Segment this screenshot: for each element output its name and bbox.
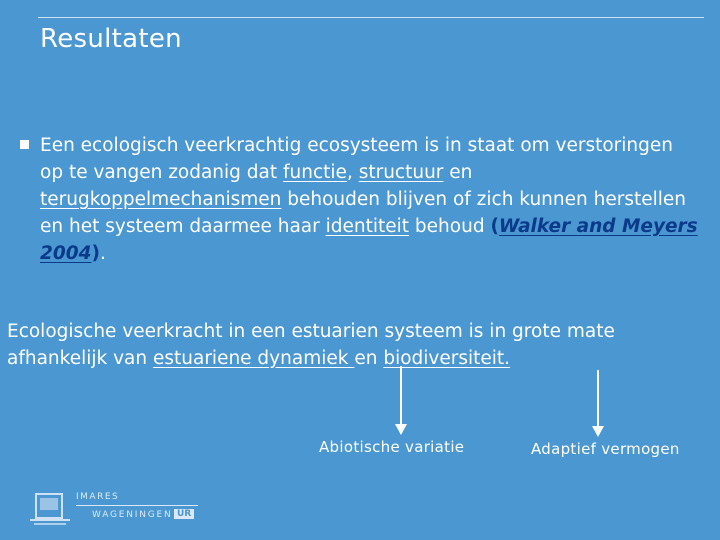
label-adaptief-vermogen: Adaptief vermogen — [531, 440, 680, 458]
slide-title: Resultaten — [40, 24, 182, 54]
arrow-to-abiotische-variatie — [393, 366, 409, 436]
logo-rule — [76, 505, 198, 506]
paragraph-text-part: en — [354, 348, 384, 369]
logo-emblem-icon — [26, 488, 76, 528]
bullet-separator: en — [443, 162, 473, 183]
paragraph-text-part: Ecologische veerkracht in een estuarien systeem is in grote mate afhankelijk van — [7, 321, 615, 369]
bullet-text-part: behouden blijven of zich kunnen herstellen en het systeem daarmee haar — [40, 189, 686, 237]
link-biodiversiteit[interactable]: biodiversiteit. — [383, 348, 511, 369]
logo-ur-badge: UR — [174, 509, 194, 519]
resilience-paragraph — [7, 318, 707, 372]
link-identiteit[interactable]: identiteit — [325, 216, 410, 237]
bullet-text-part: Een ecologisch veerkrachtig ecosysteem is in staat om verstoringen op te vangen zodanig dat — [40, 135, 674, 183]
bullet-item — [20, 132, 700, 267]
bullet-separator: , — [346, 162, 359, 183]
logo-wageningen-text: WAGENINGEN — [92, 510, 173, 520]
link-structuur[interactable]: structuur — [358, 162, 444, 183]
bullet-period: . — [99, 243, 106, 264]
bullet-text — [40, 132, 700, 267]
bullet-text-part: behoud — [409, 216, 491, 237]
logo-imares-text: IMARES — [76, 492, 120, 502]
top-divider — [38, 17, 704, 18]
arrow-to-adaptief-vermogen — [590, 370, 606, 438]
citation-paren-open: ( — [490, 216, 499, 237]
link-terugkoppelmechanismen[interactable]: terugkoppelmechanismen — [40, 189, 282, 210]
bullet-square-icon — [20, 140, 29, 149]
imares-wageningen-logo — [26, 488, 206, 528]
link-functie[interactable]: functie — [283, 162, 347, 183]
citation-link[interactable]: Walker and Meyers 2004 — [40, 216, 698, 264]
label-abiotische-variatie: Abiotische variatie — [319, 438, 465, 456]
link-estuariene-dynamiek[interactable]: estuariene dynamiek — [152, 348, 355, 369]
citation-paren-close: ) — [91, 243, 100, 264]
